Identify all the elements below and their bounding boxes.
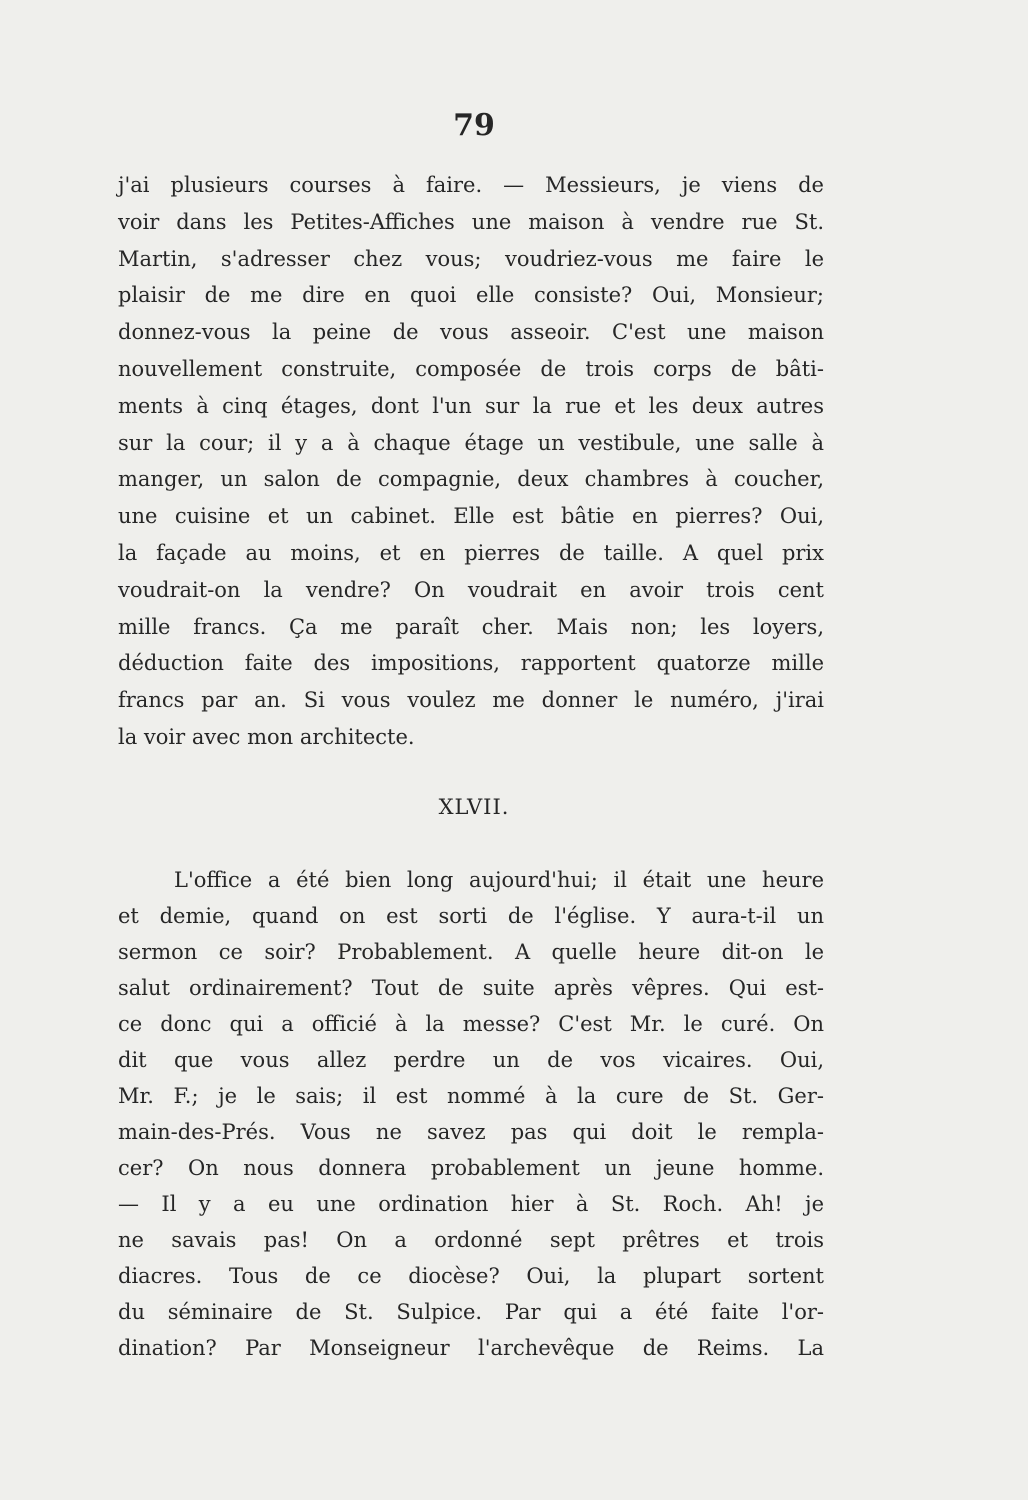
text-line: L'office a été bien long aujourd'hui; il était une heure bbox=[174, 868, 824, 892]
text-line: une cuisine et un cabinet. Elle est bâtie en pierres? Oui, bbox=[118, 504, 824, 529]
text-line: manger, un salon de compagnie, deux chambres à coucher, bbox=[118, 467, 824, 492]
text-line: plaisir de me dire en quoi elle consiste? Oui, Monsieur; bbox=[118, 283, 824, 308]
text-line: sermon ce soir? Probablement. A quelle heure dit-on le bbox=[118, 940, 824, 964]
text-line: salut ordinairement? Tout de suite après vêpres. Qui est- bbox=[118, 976, 824, 1000]
text-line: j'ai plusieurs courses à faire. — Messieurs, je viens de bbox=[118, 173, 824, 197]
text-line: ments à cinq étages, dont l'un sur la rue et les deux autres bbox=[118, 393, 824, 418]
text-line: dit que vous allez perdre un de vos vicaires. Oui, bbox=[118, 1048, 824, 1072]
text-line: nouvellement construite, composée de trois corps de bâti- bbox=[118, 356, 824, 381]
text-line: mille francs. Ça me paraît cher. Mais non; les loyers, bbox=[118, 614, 824, 639]
paragraph-1 bbox=[118, 167, 824, 756]
page-number: 79 bbox=[453, 108, 495, 143]
text-line: la façade au moins, et en pierres de taille. A quel prix bbox=[118, 540, 824, 565]
text-line: francs par an. Si vous voulez me donner le numéro, j'irai bbox=[118, 688, 824, 713]
text-line: ce donc qui a officié à la messe? C'est Mr. le curé. On bbox=[118, 1012, 824, 1036]
text-line: — Il y a eu une ordination hier à St. Roch. Ah! je bbox=[118, 1192, 824, 1216]
text-line: cer? On nous donnera probablement un jeune homme. bbox=[118, 1156, 824, 1180]
text-line: déduction faite des impositions, rapportent quatorze mille bbox=[118, 651, 824, 676]
text-line: Mr. F.; je le sais; il est nommé à la cure de St. Ger- bbox=[118, 1084, 824, 1108]
text-line: et demie, quand on est sorti de l'église. Y aura-t-il un bbox=[118, 904, 824, 928]
text-line: sur la cour; il y a à chaque étage un vestibule, une salle à bbox=[118, 430, 824, 455]
paragraph-2 bbox=[118, 862, 824, 1366]
text-line: dination? Par Monseigneur l'archevêque de Reims. La bbox=[118, 1336, 824, 1360]
text-line: ne savais pas! On a ordonné sept prêtres et trois bbox=[118, 1228, 824, 1252]
text-line: donnez-vous la peine de vous asseoir. C'est une maison bbox=[118, 320, 824, 345]
text-line: la voir avec mon architecte. bbox=[118, 724, 415, 749]
section-heading: XLVII. bbox=[438, 795, 510, 819]
text-line: du séminaire de St. Sulpice. Par qui a été faite l'or- bbox=[118, 1300, 824, 1324]
text-line: voir dans les Petites-Affiches une maison à vendre rue St. bbox=[118, 209, 824, 234]
text-line: main-des-Prés. Vous ne savez pas qui doit le rempla- bbox=[118, 1120, 824, 1144]
text-line: diacres. Tous de ce diocèse? Oui, la plupart sortent bbox=[118, 1264, 824, 1288]
text-line: Martin, s'adresser chez vous; voudriez-vous me faire le bbox=[118, 246, 824, 271]
text-line: voudrait-on la vendre? On voudrait en avoir trois cent bbox=[118, 577, 824, 602]
